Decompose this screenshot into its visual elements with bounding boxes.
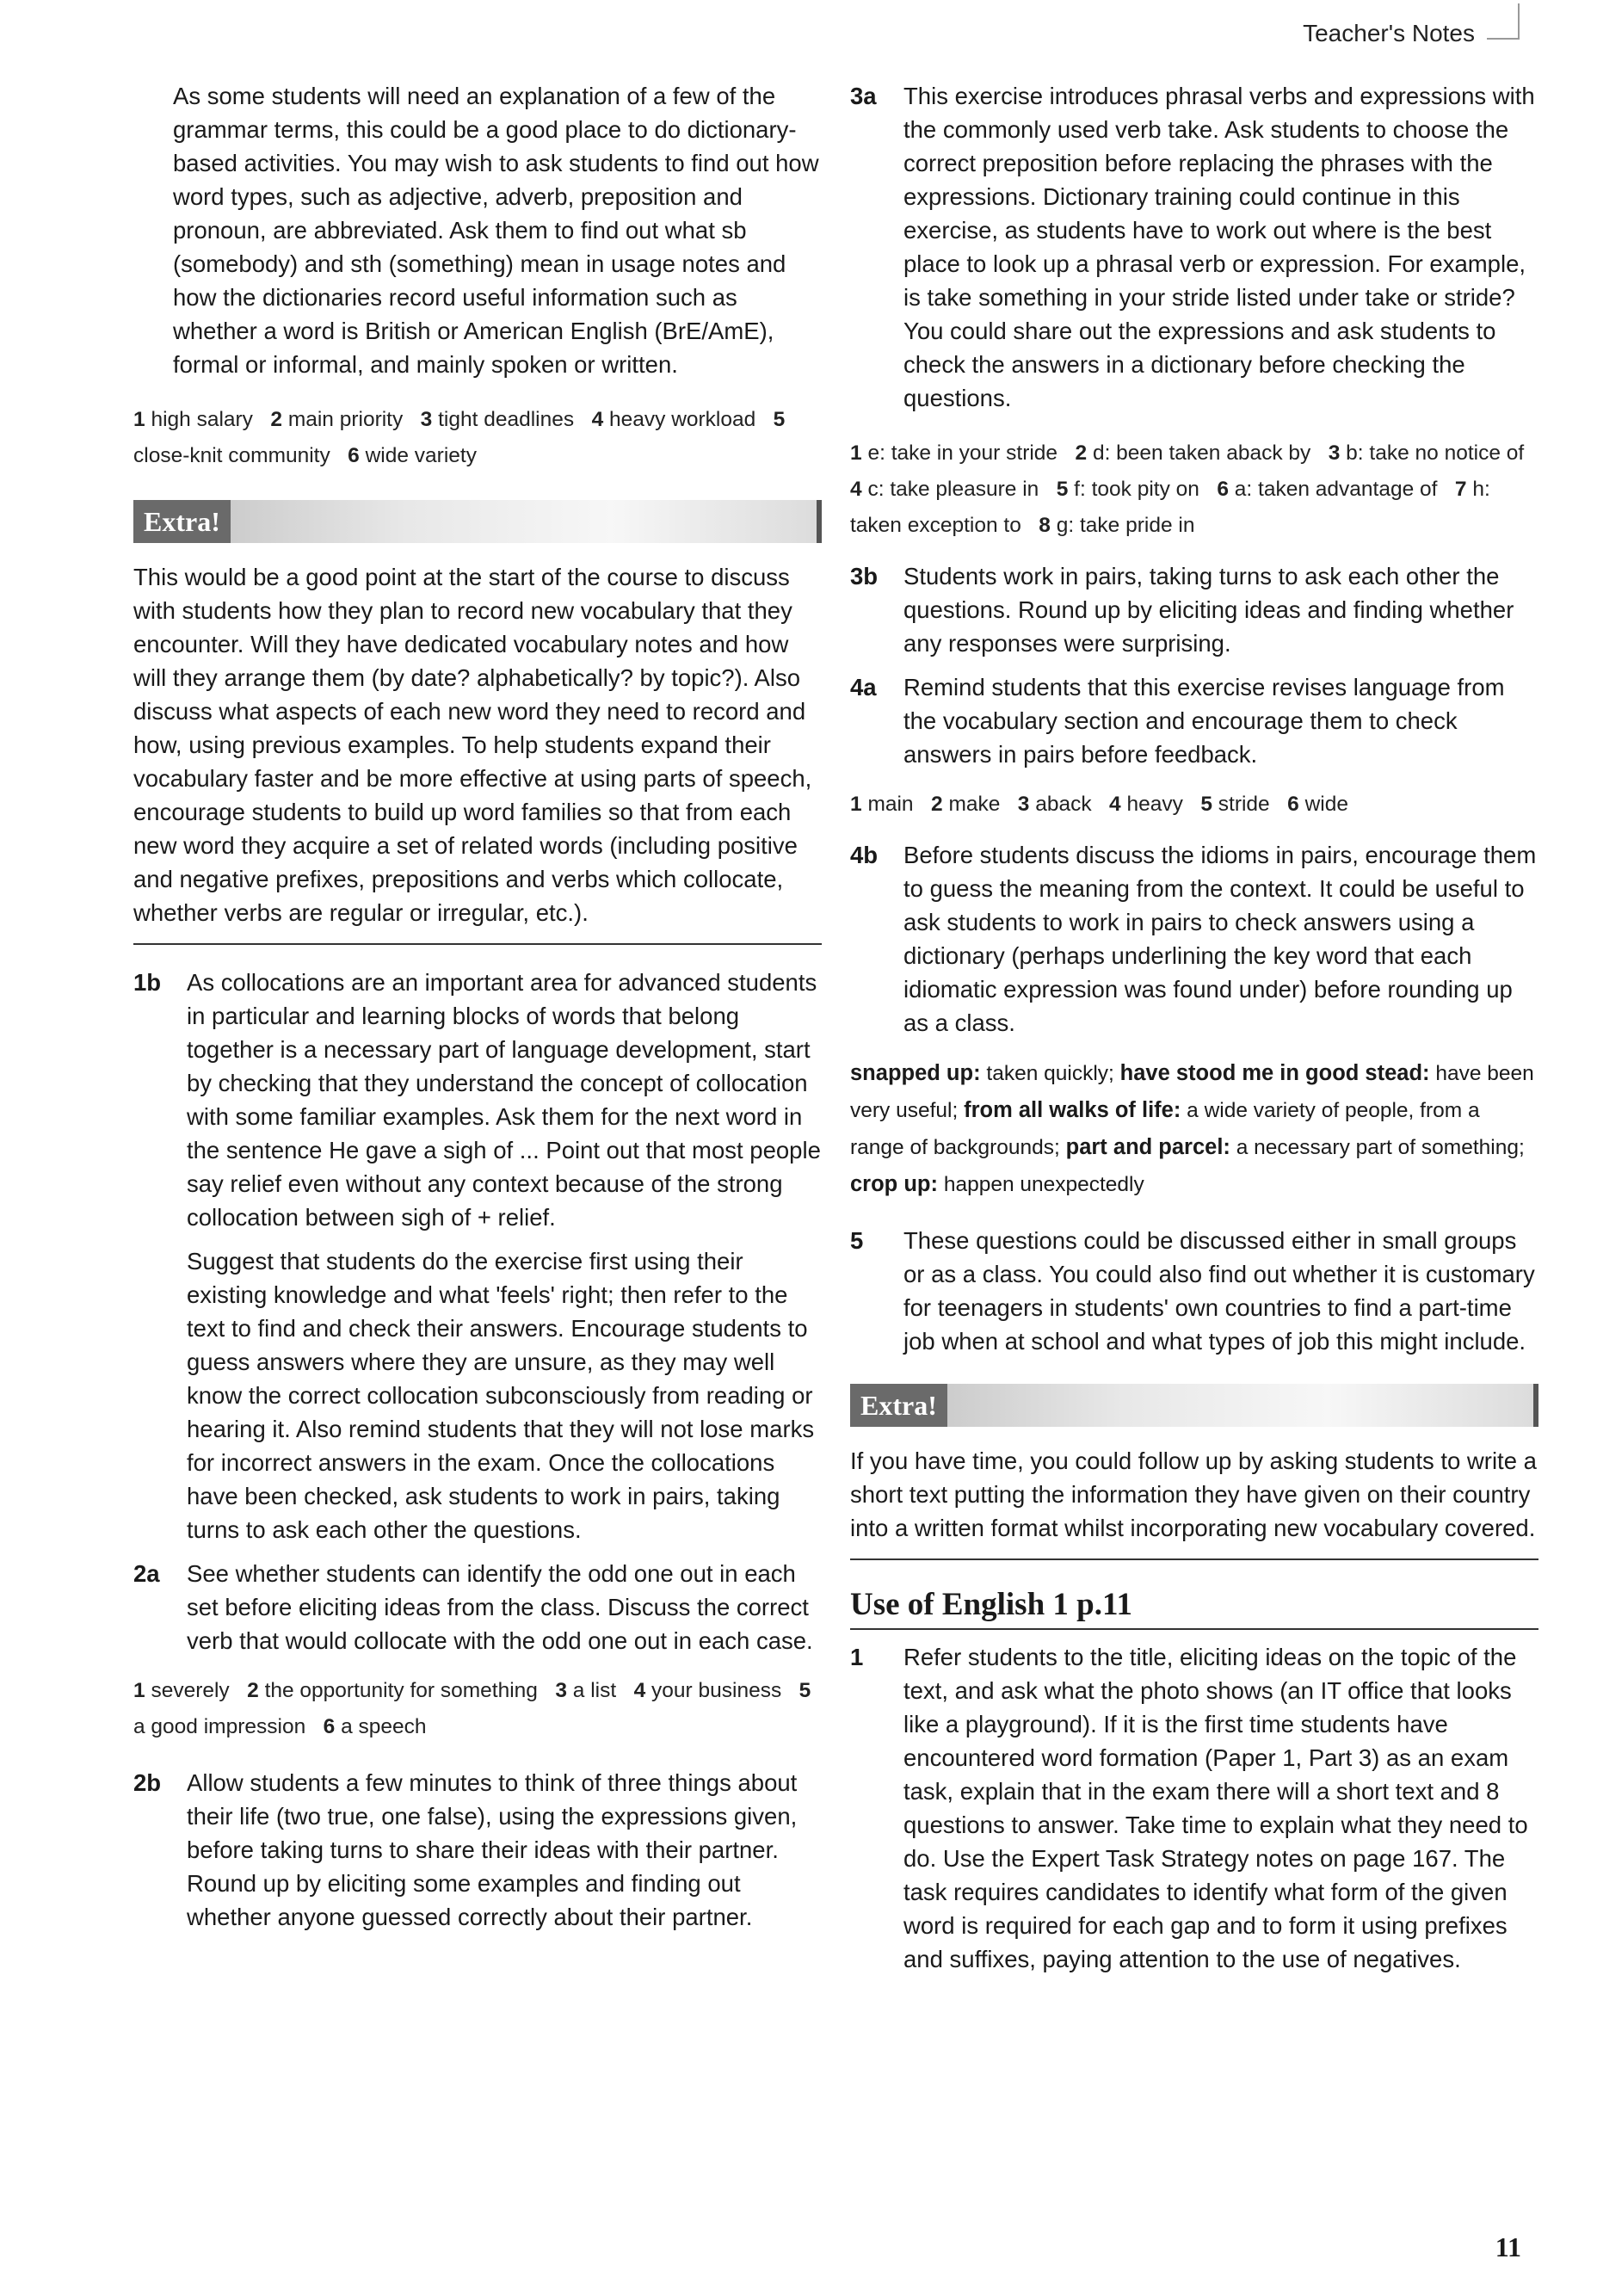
extra-banner-1	[133, 500, 822, 543]
exercise-4b-text: Before students discuss the idioms in pairs, encourage them to guess the meaning from the context. It could be useful to ask students to work in pairs to check answers using a dictionary (perhaps underlining the key word that each idiomatic expression was found under) before rounding up as a class.	[903, 842, 1537, 1036]
exercise-number: 4b	[850, 842, 879, 868]
exercise-number: 3a	[850, 83, 877, 109]
exercise-number: 1	[850, 1644, 864, 1670]
answers-2a: 1 severely 2 the opportunity for something 3 a list 4 your business 5 a good impression 6 a speech	[133, 1679, 811, 1738]
exercise-3b	[850, 559, 1538, 660]
exercise-5	[850, 1224, 1538, 1358]
exercise-4a	[850, 670, 1538, 771]
extra-box-2	[850, 1384, 1538, 1560]
answers-1a: 1 high salary 2 main priority 3 tight deadlines 4 heavy workload 5 close-knit community 6 wide variety	[133, 408, 786, 467]
exercise-1b-text: As collocations are an important area for advanced students in particular and learning blocks of words that belong together is a necessary part of language development, start by checking that they understand the concept of collocation with some familiar examples. Ask them for the next word in the sentence He gave a sigh of ... Point out that most people say relief even without any context because of the strong collocation between sigh of + relief.	[187, 969, 821, 1231]
exercise-1b	[133, 966, 822, 1546]
exercise-number: 4a	[850, 674, 877, 701]
exercise-number: 2a	[133, 1560, 160, 1587]
extra-banner-2	[850, 1384, 1538, 1427]
section-title: Use of English 1 p.11	[850, 1586, 1538, 1630]
exercise-3a-text: This exercise introduces phrasal verbs and expressions with the commonly used verb take. Ask students to choose the correct preposition before replacing the phrases with the expressions. Dictionary training could continue in this exercise, as students have to work out where is the best place to look up a phrasal verb or expression. For example, is take something in your stride listed under take or stride? You could share out the expressions and ask students to check the answers in a dictionary before checking the questions.	[903, 83, 1535, 411]
answers-3a: 1 e: take in your stride 2 d: been taken aback by 3 b: take no notice of 4 c: take pleasure in 5 f: took pity on 6 a: taken advantage of 7 h: taken exception to 8 g: take pride in	[850, 441, 1525, 537]
exercise-1-text: Refer students to the title, eliciting ideas on the topic of the text, and ask what the photo shows (an IT office that looks like a playground). If it is the first time students have encountered word formation (Paper 1, Part 3) as an exam task, explain that in the exam there will a short text and 8 questions to answer. Take time to explain what they need to do. Use the Expert Task Strategy notes on page 167. The task requires candidates to identify what form of the given word is required for each gap and to form it using prefixes and suffixes, paying attention to the use of negatives.	[903, 1644, 1528, 1972]
extra-label-1: Extra!	[133, 500, 231, 543]
exercise-number: 5	[850, 1227, 864, 1254]
exercise-number: 2b	[133, 1769, 162, 1796]
page-number: 11	[1495, 2231, 1521, 2262]
exercise-2b	[133, 1766, 822, 1934]
extra-text-2: If you have time, you could follow up by asking students to write a short text putting the information they have given on their country into a written format whilst incorporating new vocabulary covered.	[850, 1427, 1538, 1560]
exercise-number: 1b	[133, 969, 162, 996]
exercise-1	[850, 1640, 1538, 1976]
exercise-3b-text: Students work in pairs, taking turns to ask each other the questions. Round up by eliciting ideas and finding whether any responses were surprising.	[903, 563, 1514, 657]
extra-text-1: This would be a good point at the start of the course to discuss with students how they plan to record new vocabulary that they encounter. Will they have dedicated vocabulary notes and how will they arrange them (by date? alphabetically? by topic?). Also discuss what aspects of each new word they need to record and how, using previous examples. To help students expand their vocabulary faster and be more effective at using parts of speech, encourage students to build up word families so that from each new word they acquire a set of related words (including positive and negative prefixes, prepositions and verbs which collocate, whether verbs are regular or irregular, etc.).	[133, 543, 822, 945]
running-header	[1303, 15, 1520, 52]
extra-box-1	[133, 500, 822, 945]
corner-mark	[1487, 3, 1520, 40]
idiom-glossary: snapped up: taken quickly; have stood me in good stead: have been very useful; from all walks of life: a wide variety of people, from a range of backgrounds; part and parcel: a necessary part of something; crop up: happen unexpectedly	[850, 1061, 1534, 1196]
exercise-4a-text: Remind students that this exercise revises language from the vocabulary section and encourage them to check answers in pairs before feedback.	[903, 674, 1505, 768]
intro-paragraph: As some students will need an explanation of a few of the grammar terms, this could be a good place to do dictionary-based activities. You may wish to ask students to find out how word types, such as adjective, adverb, preposition and pronoun, are abbreviated. Ask them to find out what sb (somebody) and sth (something) mean in usage notes and how the dictionaries record useful information such as whether a word is British or American English (BrE/AmE), formal or informal, and mainly spoken or written.	[173, 83, 819, 378]
running-title: Teacher's Notes	[1303, 20, 1475, 46]
exercise-2a	[133, 1557, 822, 1657]
exercise-5-text: These questions could be discussed either in small groups or as a class. You could also find out whether it is customary for teenagers in students' own countries to find a part-time job when at school and what types of job this might include.	[903, 1227, 1535, 1355]
exercise-number: 3b	[850, 563, 879, 589]
exercise-1b-text-2: Suggest that students do the exercise first using their existing knowledge and what 'feels' right; then refer to the text to find and check their answers. Encourage students to guess answers where they are unsure, as they may well know the correct collocation subconsciously from reading or hearing it. Also remind students that they will not lose marks for incorrect answers in the exam. Once the collocations have been checked, ask students to work in pairs, taking turns to ask each other the questions.	[187, 1248, 815, 1543]
extra-label-2: Extra!	[850, 1384, 947, 1427]
exercise-2b-text: Allow students a few minutes to think of three things about their life (two true, one false), using the expressions given, before taking turns to share their ideas with their partner. Round up by eliciting some examples and finding out whether anyone guessed correctly about their partner.	[187, 1769, 798, 1930]
exercise-3a	[850, 79, 1538, 415]
left-column	[133, 79, 822, 1934]
exercise-2a-text: See whether students can identify the odd one out in each set before eliciting ideas from the class. Discuss the correct verb that would collocate with the odd one out in each case.	[187, 1560, 813, 1654]
right-column	[850, 79, 1538, 1976]
answers-4a: 1 main 2 make 3 aback 4 heavy 5 stride 6 wide	[850, 793, 1348, 816]
exercise-4b	[850, 838, 1538, 1040]
